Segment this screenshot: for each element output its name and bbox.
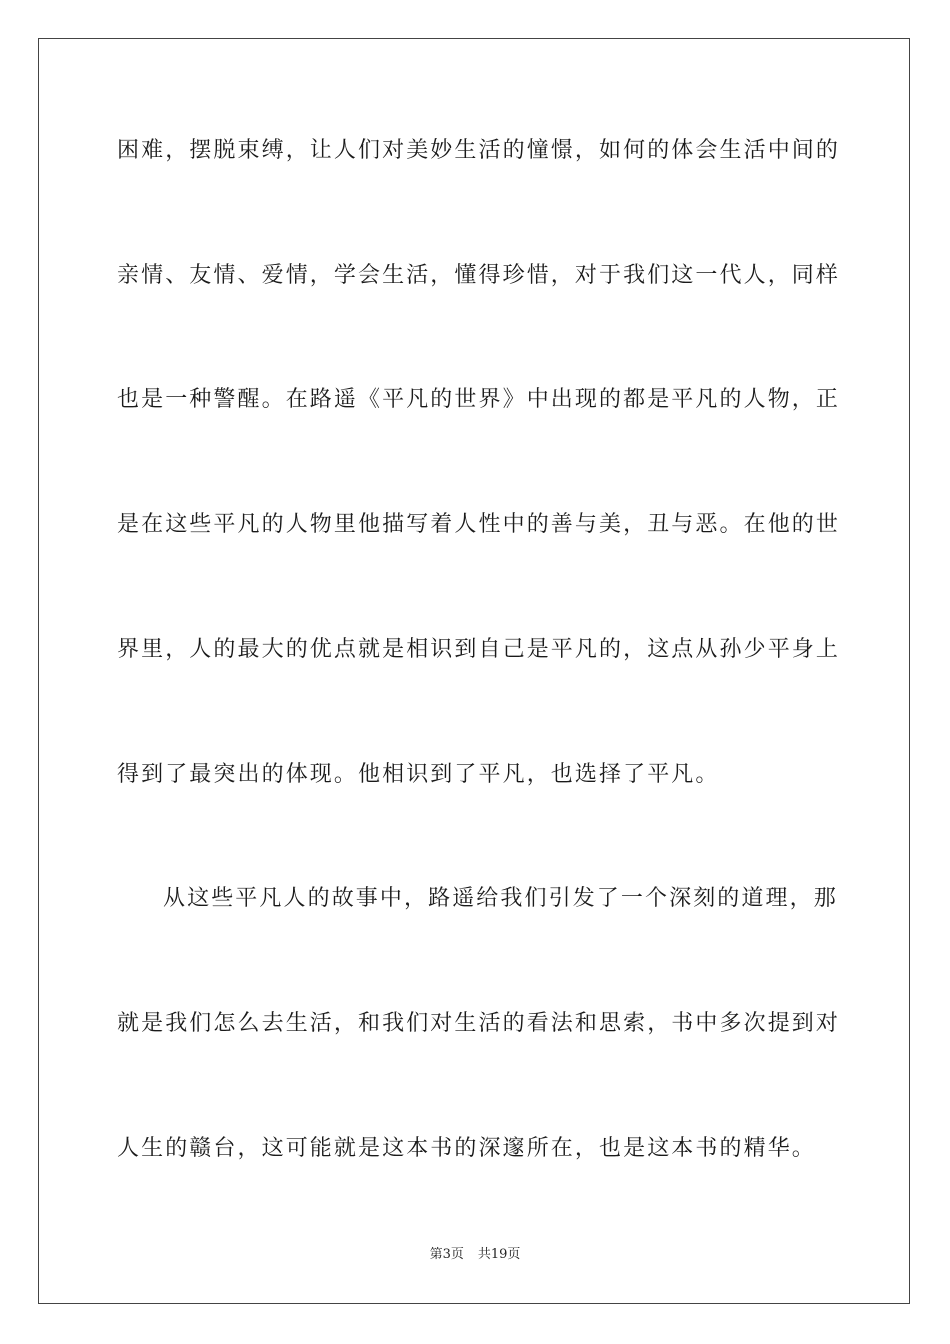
text-line-1: 困难，摆脱束缚，让人们对美妙生活的憧憬，如何的体会生活中间的 [117,138,841,163]
text-line-4: 是在这些平凡的人物里他描写着人性中的善与美，丑与恶。在他的世 [117,512,841,537]
page-number: 第3页 [429,1247,464,1262]
page-footer [0,1246,950,1264]
page-border [38,38,910,1304]
text-line-3: 也是一种警醒。在路遥《平凡的世界》中出现的都是平凡的人物，正 [117,387,841,412]
page-total: 共19页 [477,1247,521,1262]
text-line-9: 人生的赣台，这可能就是这本书的深邃所在，也是这本书的精华。 [117,1136,816,1161]
text-line-2: 亲情、友情、爱情，学会生活，懂得珍惜，对于我们这一代人，同样 [117,263,841,288]
paragraph-start-line: 从这些平凡人的故事中，路遥给我们引发了一个深刻的道理，那 [163,886,838,911]
text-line-6: 得到了最突出的体现。他相识到了平凡，也选择了平凡。 [117,762,720,787]
text-line-5: 界里，人的最大的优点就是相识到自己是平凡的，这点从孙少平身上 [117,637,841,662]
text-line-8: 就是我们怎么去生活，和我们对生活的看法和思索，书中多次提到对 [117,1011,841,1036]
